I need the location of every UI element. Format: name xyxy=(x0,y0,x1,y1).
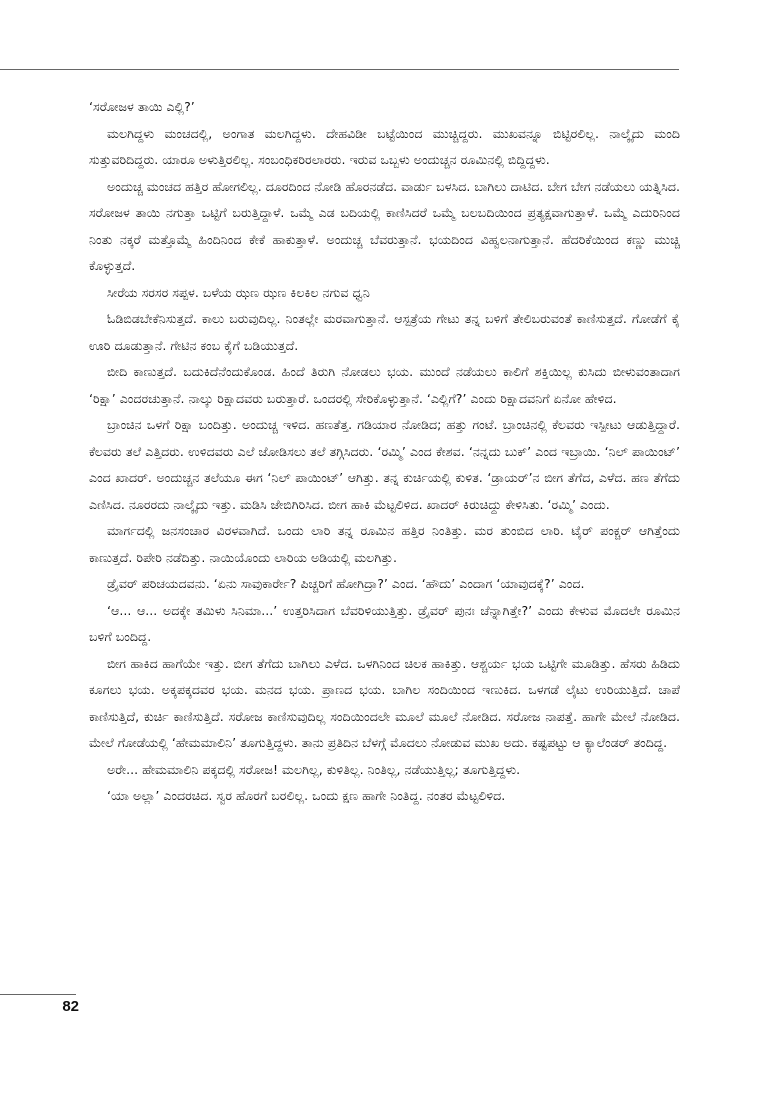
paragraph: ಸೀರೆಯ ಸರಸರ ಸಪ್ಪಳ. ಬಳೆಯ ಝಣ ಝಣ ಕಿಲಕಿಲ ನಗುವ ಧ್ವನಿ xyxy=(107,284,370,300)
paragraph: ಅರೇ... ಹೇಮಮಾಲಿನಿ ಪಕ್ಕದಲ್ಲಿ ಸರೋಜ! ಮಲಗಿಲ್ಲ, ಕುಳಿತಿಲ್ಲ. ನಿಂತಿಲ್ಲ, ನಡೆಯುತ್ತಿಲ್ಲ; ತೂಗುತ್ತಿದ್ದಳು. xyxy=(107,761,521,777)
paragraph: ‘ಆ... ಆ... ಅದಕ್ಕೇ ತಮಿಳು ಸಿನಿಮಾ...’ ಉತ್ತರಿಸಿದಾಗ ಬೆವರಿಳಿಯುತ್ತಿತ್ತು. ಡ್ರೈವರ್ ಪುನಃ ಚೆನ್ನಾಗಿತ್ತೇ?’ ಎಂದು ಕೇಳುವ ಮೊದಲೇ ರೂಮಿನ ಬಳಿಗೆ ಬಂದಿದ್ದ. xyxy=(89,602,680,644)
paragraph: ಡ್ರೈವರ್ ಪರಿಚಯದವನು. ‘ಏನು ಸಾವುಕಾರ್ರೇ? ಪಿಚ್ಚರಿಗೆ ಹೋಗಿದ್ರಾ?’ ಎಂದ. ‘ಹೌದು’ ಎಂದಾಗ ‘ಯಾವುದಕ್ಕೆ?’ ಎಂದ. xyxy=(107,576,585,591)
paragraph: ಮಲಗಿದ್ದಳು ಮಂಚದಲ್ಲಿ, ಅಂಗಾತ ಮಲಗಿದ್ದಳು. ದೇಹವಿಡೀ ಬಟ್ಟೆಯಿಂದ ಮುಚ್ಚಿದ್ದರು. ಮುಖವನ್ನೂ ಬಿಟ್ಟಿರಲಿಲ್ಲ. ನಾಲ್ಕೈದು ಮಂದಿ ಸುತ್ತುವರಿದಿದ್ದರು. ಯಾರೂ ಅಳುತ್ತಿರಲಿಲ್ಲ. ಸಂಬಂಧಿಕರಿರಲಾರರು. ಇರುವ ಒಬ್ಬಳು ಅಂದುಚ್ಚನ ರೂಮಿನಲ್ಲಿ ಬಿದ್ದಿದ್ದಳು. xyxy=(89,125,680,167)
footer-rule xyxy=(0,994,76,995)
paragraph: ‘ಸರೋಜಳ ತಾಯಿ ಎಲ್ಲಿ?’ xyxy=(89,99,195,114)
paragraph: ‘ಯಾ ಅಲ್ಲಾ’ ಎಂದರಚಿದ. ಸ್ವರ ಹೊರಗೆ ಬರಲಿಲ್ಲ. ಒಂದು ಕ್ಷಣ ಹಾಗೇ ನಿಂತಿದ್ದ. ನಂತರ ಮೆಟ್ಟಲಿಳಿದ. xyxy=(107,788,506,803)
paragraph: ಓಡಿಬಿಡಬೇಕೆನಿಸುತ್ತದೆ. ಕಾಲು ಬರುವುದಿಲ್ಲ. ನಿಂತಲ್ಲೇ ಮರವಾಗುತ್ತಾನೆ. ಆಸ್ಪತ್ರೆಯ ಗೇಟು ತನ್ನ ಬಳಿಗೆ ತೇಲಿಬರುವಂತೆ ಕಾಣಿಸುತ್ತದೆ. ಗೋಡೆಗೆ ಕೈ ಊರಿ ದೂಡುತ್ತಾನೆ. ಗೇಟಿನ ಕಂಬ ಕೈಗೆ ಬಡಿಯುತ್ತದೆ. xyxy=(89,311,680,353)
paragraph: ಬ್ರಾಂಚಿನ ಒಳಗೆ ರಿಕ್ಷಾ ಬಂದಿತ್ತು. ಅಂದುಚ್ಚ ಇಳಿದ. ಹಣತೆತ್ತ. ಗಡಿಯಾರ ನೋಡಿದ; ಹತ್ತು ಗಂಟೆ. ಬ್ರಾಂಚಿನಲ್ಲಿ ಕೆಲವರು ಇಸ್ಪೀಟು ಆಡುತ್ತಿದ್ದಾರೆ. ಕೆಲವರು ತಲೆ ಎತ್ತಿದರು. ಉಳಿದವರು ಎಲೆ ಜೋಡಿಸಲು ತಲೆ ತಗ್ಗಿಸಿದರು. ‘ರಮ್ಮಿ’ ಎಂದ ಕೇಶವ. ‘ನನ್ನದು ಬುಕ್’ ಎಂದ ಇಬ್ರಾಯಿ. ‘ನಿಲ್ ಪಾಯಿಂಟ್’ ಎಂದ ಖಾದರ್. ಅಂದುಚ್ಚನ ತಲೆಯೂ ಈಗ ‘ನಿಲ್ ಪಾಯಿಂಟ್’ ಆಗಿತ್ತು. ತನ್ನ ಕುರ್ಚಿಯಲ್ಲಿ ಕುಳಿತ. ‘ಡ್ರಾಯರ್’ನ ಬೀಗ ತೆಗೆದ, ಎಳೆದ. ಹಣ ತೆಗೆದು ಎಣಿಸಿದ. ನೂರರದು ನಾಲ್ಕೈದು ಇತ್ತು. ಮಡಿಸಿ ಜೇಬಿಗಿರಿಸಿದ. ಬೀಗ ಹಾಕಿ ಮೆಟ್ಟಲಿಳಿದ. ಖಾದರ್ ಕಿರುಚಿದ್ದು ಕೇಳಿಸಿತು. ‘ರಮ್ಮಿ’ ಎಂದು. xyxy=(89,417,680,512)
header-rule xyxy=(0,69,679,70)
paragraph: ಮಾರ್ಗದಲ್ಲಿ ಜನಸಂಚಾರ ವಿರಳವಾಗಿದೆ. ಒಂದು ಲಾರಿ ತನ್ನ ರೂಮಿನ ಹತ್ತಿರ ನಿಂತಿತ್ತು. ಮರ ತುಂಬಿದ ಲಾರಿ. ಟೈರ್ ಪಂಕ್ಚರ್ ಆಗಿತ್ತೆಂದು ಕಾಣುತ್ತದೆ. ರಿಪೇರಿ ನಡೆದಿತ್ತು. ನಾಯಿಯೊಂದು ಲಾರಿಯ ಅಡಿಯಲ್ಲಿ ಮಲಗಿತ್ತು. xyxy=(89,523,680,565)
page-number: 82 xyxy=(62,998,79,1015)
paragraph: ಅಂದುಚ್ಚ ಮಂಚದ ಹತ್ತಿರ ಹೋಗಲಿಲ್ಲ. ದೂರದಿಂದ ನೋಡಿ ಹೊರನಡೆದ. ವಾರ್ಡು ಬಳಸಿದ. ಬಾಗಿಲು ದಾಟಿದ. ಬೇಗ ಬೇಗ ನಡೆಯಲು ಯತ್ನಿಸಿದ. ಸರೋಜಳ ತಾಯಿ ನಗುತ್ತಾ ಒಟ್ಟಿಗೆ ಬರುತ್ತಿದ್ದಾಳೆ. ಒಮ್ಮೆ ಎಡ ಬದಿಯಲ್ಲಿ ಕಾಣಿಸಿದರೆ ಒಮ್ಮೆ ಬಲಬದಿಯಿಂದ ಪ್ರತ್ಯಕ್ಷವಾಗುತ್ತಾಳೆ. ಒಮ್ಮೆ ಎದುರಿನಿಂದ ನಿಂತು ನಕ್ಕರೆ ಮತ್ತೊಮ್ಮೆ ಹಿಂದಿನಿಂದ ಕೇಕೆ ಹಾಕುತ್ತಾಳೆ. ಅಂದುಚ್ಚ ಬೆವರುತ್ತಾನೆ. ಭಯದಿಂದ ವಿಹ್ವಲನಾಗುತ್ತಾನೆ. ಹೆದರಿಕೆಯಿಂದ ಕಣ್ಣು ಮುಚ್ಚಿ ಕೊಳ್ಳುತ್ತದೆ. xyxy=(89,178,681,273)
paragraph: ಬೀಗ ಹಾಕಿದ ಹಾಗೆಯೇ ಇತ್ತು. ಬೀಗ ತೆಗೆದು ಬಾಗಿಲು ಎಳೆದ. ಒಳಗಿನಿಂದ ಚಿಲಕ ಹಾಕಿತ್ತು. ಆಶ್ಚರ್ಯ ಭಯ ಒಟ್ಟಿಗೇ ಮೂಡಿತ್ತು. ಹೆಸರು ಹಿಡಿದು ಕೂಗಲು ಭಯ. ಅಕ್ಕಪಕ್ಕದವರ ಭಯ. ಮನದ ಭಯ. ಪ್ರಾಣದ ಭಯ. ಬಾಗಿಲ ಸಂದಿಯಿಂದ ಇಣುಕಿದ. ಒಳಗಡೆ ಲೈಟು ಉರಿಯುತ್ತಿದೆ. ಚಾಪೆ ಕಾಣಿಸುತ್ತಿದೆ, ಕುರ್ಚಿ ಕಾಣಿಸುತ್ತಿದೆ. ಸರೋಜ ಕಾಣಿಸುವುದಿಲ್ಲ ಸಂದಿಯಿಂದಲೇ ಮೂಲೆ ಮೂಲೆ ನೋಡಿದ. ಸರೋಜ ನಾಪತ್ತೆ. ಹಾಗೇ ಮೇಲೆ ನೋಡಿದ. ಮೇಲೆ ಗೋಡೆಯಲ್ಲಿ ‘ಹೇಮಮಾಲಿನಿ’ ತೂಗುತ್ತಿದ್ದಳು. ತಾನು ಪ್ರತಿದಿನ ಬೆಳಗ್ಗೆ ಮೊದಲು ನೋಡುವ ಮುಖ ಅದು. ಕಷ್ಟಪಟ್ಟು ಆ ಕ್ಯಾಲೆಂಡರ್ ತಂದಿದ್ದ. xyxy=(89,655,680,750)
paragraph: ಬೀದಿ ಕಾಣುತ್ತದೆ. ಬದುಕಿದೆನೆಂದುಕೊಂಡ. ಹಿಂದೆ ತಿರುಗಿ ನೋಡಲು ಭಯ. ಮುಂದೆ ನಡೆಯಲು ಕಾಲಿಗೆ ಶಕ್ತಿಯಿಲ್ಲ ಕುಸಿದು ಬೀಳುವಂತಾದಾಗ ‘ರಿಕ್ಷಾ’ ಎಂದರಚುತ್ತಾನೆ. ನಾಲ್ಕು ರಿಕ್ಷಾದವರು ಬರುತ್ತಾರೆ. ಒಂದರಲ್ಲಿ ಸೇರಿಕೊಳ್ಳುತ್ತಾನೆ. ‘ಎಲ್ಲಿಗೆ?’ ಎಂದು ರಿಕ್ಷಾದವನಿಗೆ ಏನೋ ಹೇಳಿದ. xyxy=(89,364,680,406)
story-text xyxy=(89,94,680,810)
